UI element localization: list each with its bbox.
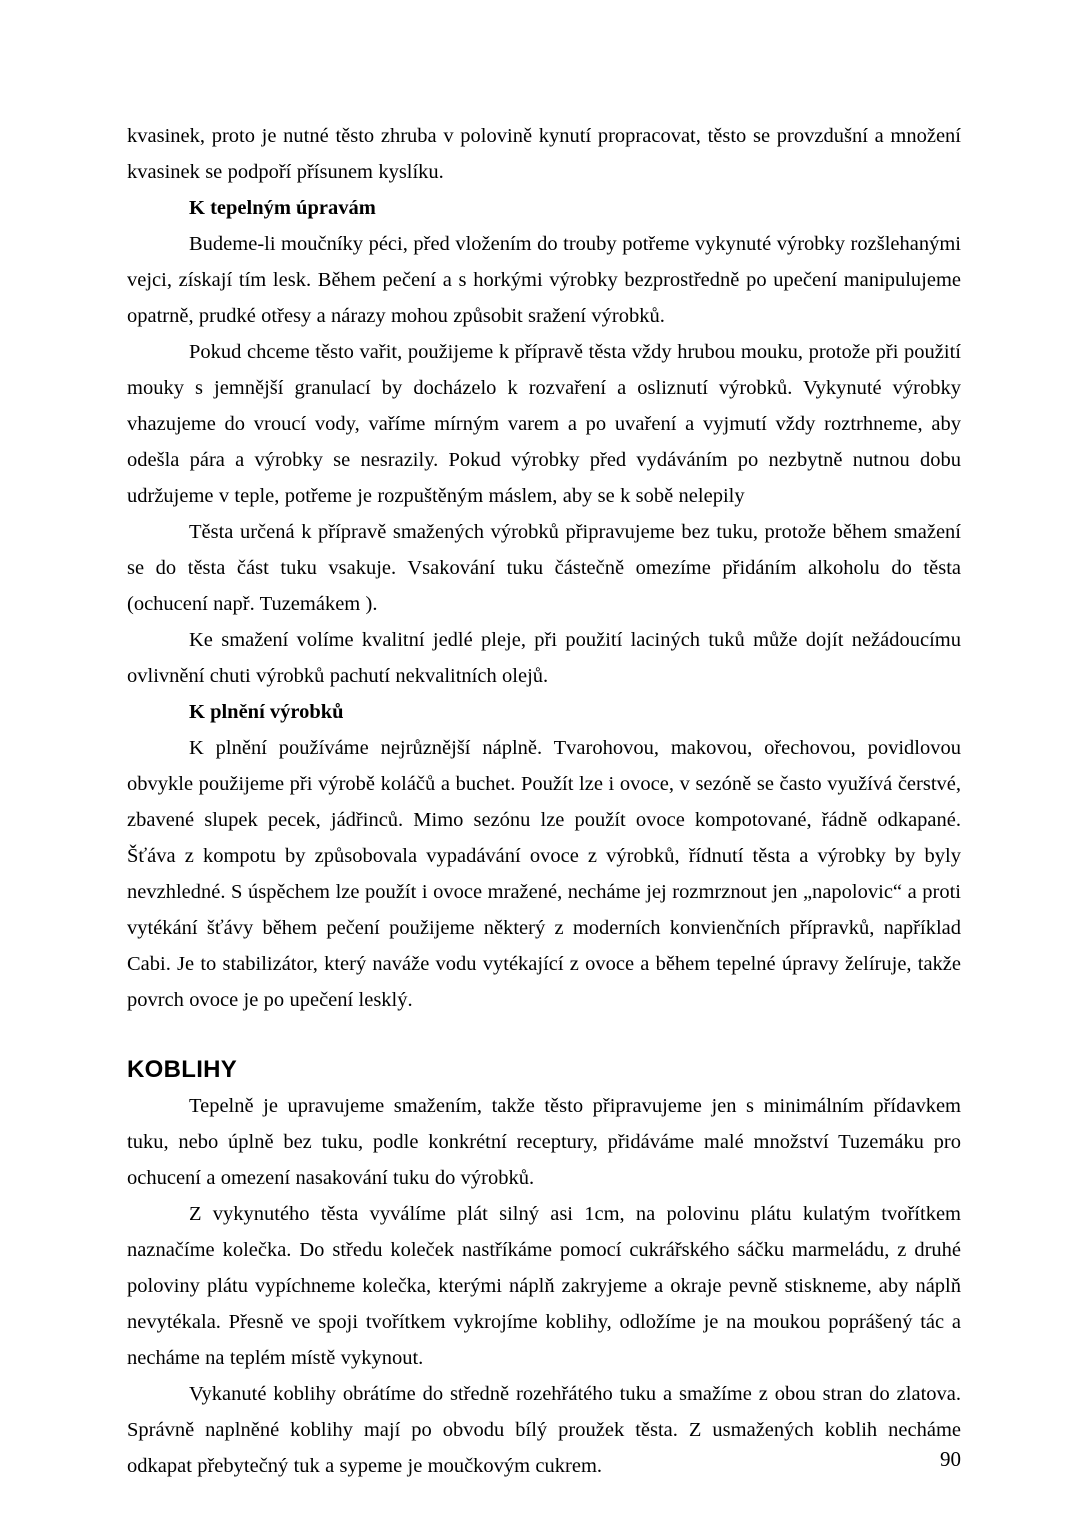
paragraph-pokud-chceme: Pokud chceme těsto vařit, použijeme k přípravě těsta vždy hrubou mouku, protože při použití mouky s jemnější granulací by docházelo k rozvaření a osliznutí výrobků. Vykynuté výrobky vhazujeme do vroucí vody, vaříme mírným varem a po uvaření a vyjmutí vždy roztrhneme, aby odešla pára a výrobky se nesrazily. Pokud výrobky před vydáváním po nezbytně nutnou dobu udržujeme v teple, potřeme je rozpuštěným máslem, aby se k sobě nelepily bbox=[127, 341, 961, 507]
heading-k-tepelnym-upravam: K tepelným úpravám bbox=[189, 197, 376, 219]
paragraph-k-plneni: K plnění používáme nejrůznější náplně. Tvarohovou, makovou, ořechovou, povidlovou obvykle použijeme při výrobě koláčů a buchet. Použít lze i ovoce, v sezóně se často využívá čerstvé, zbavené slupek pecek, jádřinců. Mimo sezónu lze použít ovoce kompotované, řádně odkapané. Šťáva z kompotu by způsobovala vypadávání ovoce z výrobků, řídnutí těsta a výrobky by byly nevzhledné. S úspěchem lze použít i ovoce mražené, necháme jej rozmrznout jen „napolovic“ a proti vytékání šťávy během pečení použijeme některý z moderních konvienčních přípravků, například Cabi. Je to stabilizátor, který naváže vodu vytékající z ovoce a během tepelné úpravy želíruje, takže povrch ovoce je po upečení lesklý. bbox=[127, 737, 961, 1011]
paragraph-z-vykynuteho: Z vykynutého těsta vyválíme plát silný asi 1cm, na polovinu plátu kulatým tvořítkem naznačíme kolečka. Do středu koleček nastříkáme pomocí cukrářského sáčku marmeládu, z druhé poloviny plátu vypíchneme kolečka, kterými náplň zakryjeme a okraje pevně stiskneme, aby náplň nevytékala. Přesně ve spoji tvořítkem vykrojíme koblihy, odložíme je na moukou poprášený tác a necháme na teplém místě vykynout. bbox=[127, 1203, 961, 1369]
page-content bbox=[127, 118, 961, 1484]
paragraph-budeme-li: Budeme-li moučníky péci, před vložením do trouby potřeme vykynuté výrobky rozšlehanými vejci, získají tím lesk. Během pečení a s horkými výrobky bezprostředně po upečení manipulujeme opatrně, prudké otřesy a nárazy mohou způsobit sražení výrobků. bbox=[127, 233, 961, 327]
page-number: 90 bbox=[940, 1447, 961, 1471]
paragraph-kvasinek: kvasinek, proto je nutné těsto zhruba v polovině kynutí propracovat, těsto se provzdušní a množení kvasinek se podpoří přísunem kyslíku. bbox=[127, 125, 961, 183]
paragraph-tepelne: Tepelně je upravujeme smažením, takže těsto připravujeme jen s minimálním přídavkem tuku, nebo úplně bez tuku, podle konkrétní receptury, přidáváme malé množství Tuzemáku pro ochucení a omezení nasakování tuku do výrobků. bbox=[127, 1095, 961, 1189]
paragraph-vykanute: Vykanuté koblihy obrátíme do středně rozehřátého tuku a smažíme z obou stran do zlatova. Správně naplněné koblihy mají po obvodu bílý proužek těsta. Z usmažených koblih necháme odkapat přebytečný tuk a sypeme je moučkovým cukrem. bbox=[127, 1383, 961, 1477]
section-spacer bbox=[127, 1018, 961, 1052]
heading-koblihy: KOBLIHY bbox=[127, 1056, 238, 1083]
paragraph-ke-smazeni: Ke smažení volíme kvalitní jedlé pleje, při použití laciných tuků může dojít nežádoucímu ovlivnění chuti výrobků pachutí nekvalitních olejů. bbox=[127, 629, 961, 687]
paragraph-testa-urcena: Těsta určená k přípravě smažených výrobků připravujeme bez tuku, protože během smažení se do těsta část tuku vsakuje. Vsakování tuku částečně omezíme přidáním alkoholu do těsta (ochucení např. Tuzemákem ). bbox=[127, 521, 961, 615]
heading-k-plneni-vyrobku: K plnění výrobků bbox=[189, 701, 344, 723]
